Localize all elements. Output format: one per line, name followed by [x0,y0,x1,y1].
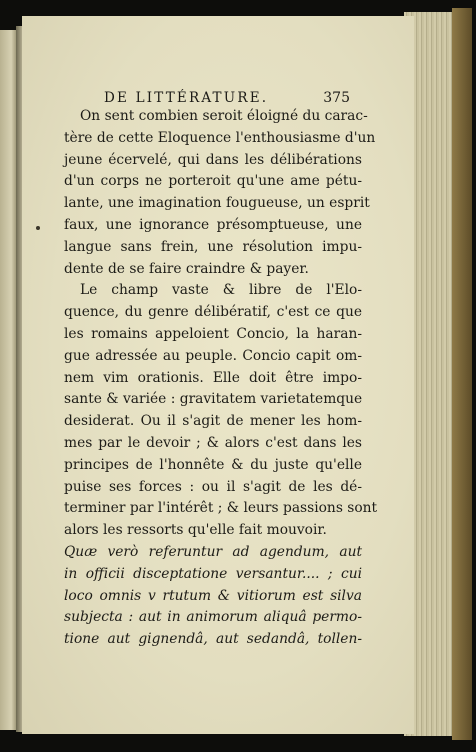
text-line: desiderat. Ou il s'agit de mener les hom- [64,413,362,430]
text-line: Quæ verò referuntur ad agendum, aut [64,543,362,560]
text-line: in officii disceptatione versantur.... ; cui [64,565,362,582]
text-line: quence, du genre délibératif, c'est ce que [64,304,362,321]
text-line: langue sans frein, une résolution impu- [64,238,362,255]
text-line: puise ses forces : ou il s'agit de les dé- [64,478,362,495]
text-line: On sent combien seroit éloigné du carac- [80,108,368,124]
margin-mark [36,226,40,230]
text-line: gue adressée au peuple. Concio capit om- [64,347,362,364]
text-line: principes de l'honnête & du juste qu'elle [64,456,362,473]
book-cover-edge [452,8,472,740]
text-line: les romains appeloient Concio, la haran- [64,325,362,342]
text-line: terminer par l'intérêt ; & leurs passions sont [64,500,378,517]
text-line: tione aut gignendâ, aut sedandâ, tollen- [64,631,362,648]
text-line: dente de se faire craindre & payer. [64,260,309,277]
text-line: subjecta : aut in animorum aliquâ permo- [64,609,362,626]
text-line: mes par le devoir ; & alors c'est dans les [64,434,362,451]
body-text [64,106,378,651]
running-title: DE LITTÉRATURE. [104,90,269,106]
text-line: d'un corps ne porteroit qu'une ame pétu- [64,173,362,190]
text-line: faux, une ignorance présomptueuse, une [64,216,362,233]
text-line: jeune écervelé, qui dans les délibérations [64,151,362,168]
text-line: Le champ vaste & libre de l'Elo- [80,282,362,299]
text-line: nem vim orationis. Elle doit être impo- [64,369,362,386]
running-head [104,90,350,106]
previous-page-edge [0,30,16,730]
page-number: 375 [323,90,350,106]
text-line: loco omnis v rtutum & vitiorum est silva [64,587,362,604]
text-line: sante & variée : gravitatem varietatemque [64,391,363,408]
text-line: tère de cette Eloquence l'enthousiasme d'un [64,129,376,146]
text-line: lante, une imagination fougueuse, un esprit [64,195,370,212]
text-line: alors les ressorts qu'elle fait mouvoir. [64,522,327,539]
